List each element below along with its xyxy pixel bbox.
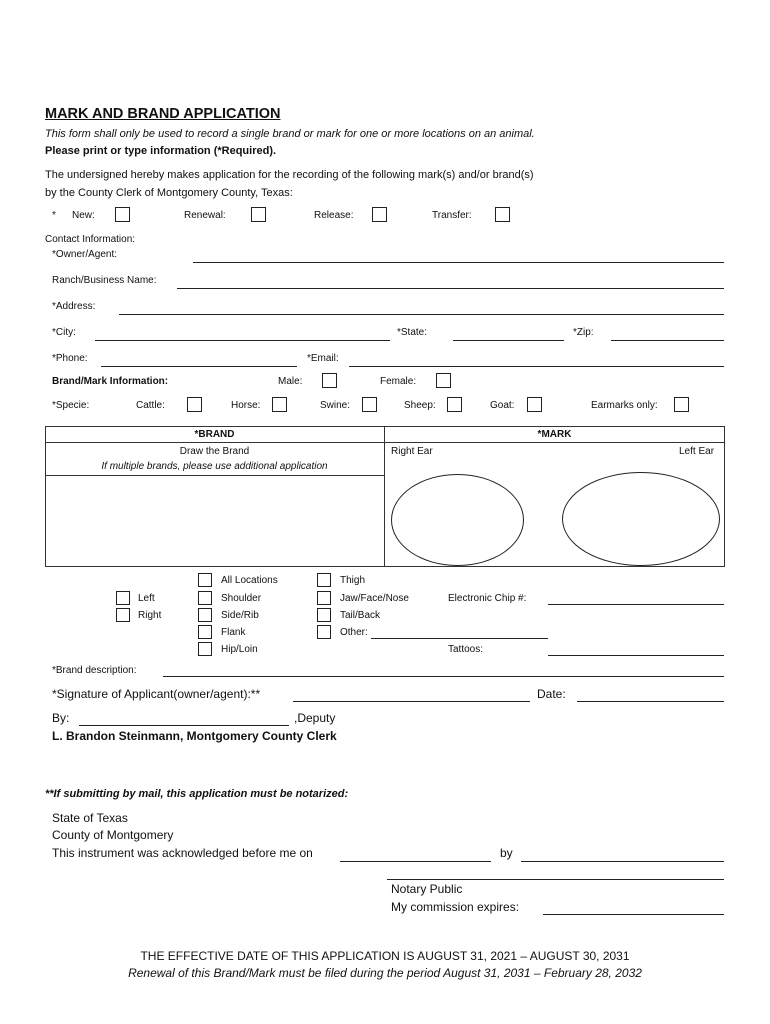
contact-heading: Contact Information: [45,234,136,245]
clerk-name: L. Brandon Steinmann, Montgomery County Clerk [52,729,337,743]
other-label: Other: [340,627,368,638]
brand-info-heading: Brand/Mark Information: [52,376,169,387]
male-label: Male: [278,376,303,387]
other-field[interactable] [371,638,548,639]
tattoos-field[interactable] [548,655,724,656]
table-header-rule [45,442,725,443]
side-rib-checkbox[interactable] [198,608,212,622]
table-divider [384,426,385,567]
notary-state: State of Texas [52,811,128,825]
earmarks-checkbox[interactable] [674,397,689,412]
renewal-checkbox[interactable] [251,207,266,222]
flank-checkbox[interactable] [198,625,212,639]
by-label: By: [52,711,70,725]
deputy-label: ,Deputy [294,711,336,725]
shoulder-label: Shoulder [221,593,262,604]
notary-by-label: by [500,846,513,860]
commission-label: My commission expires: [391,900,520,914]
multiple-brands-note: If multiple brands, please use additional application [101,461,328,472]
new-label: New: [72,210,95,221]
phone-label: *Phone: [52,353,88,364]
left-ear-label: Left Ear [679,446,715,457]
form-instruction: Please print or type information (*Required). [45,145,277,157]
form-title: MARK AND BRAND APPLICATION [45,106,281,122]
swine-checkbox[interactable] [362,397,377,412]
sheep-label: Sheep: [404,400,436,411]
transfer-checkbox[interactable] [495,207,510,222]
horse-checkbox[interactable] [272,397,287,412]
all-locations-checkbox[interactable] [198,573,212,587]
cattle-label: Cattle: [136,400,165,411]
left-checkbox[interactable] [116,591,130,605]
date-field[interactable] [577,701,724,702]
right-ear-drawing[interactable] [391,474,524,566]
phone-field[interactable] [101,366,297,367]
swine-label: Swine: [320,400,351,411]
address-field[interactable] [119,314,724,315]
new-checkbox[interactable] [115,207,130,222]
email-field[interactable] [349,366,724,367]
renewal-period: Renewal of this Brand/Mark must be filed during the period August 31, 2031 – February 28, 2032 [128,966,642,980]
horse-label: Horse: [231,400,261,411]
notary-public-label: Notary Public [391,882,463,896]
transfer-label: Transfer: [432,210,472,221]
thigh-checkbox[interactable] [317,573,331,587]
release-label: Release: [314,210,354,221]
signature-label: *Signature of Applicant(owner/agent):** [52,687,261,701]
cattle-checkbox[interactable] [187,397,202,412]
renewal-label: Renewal: [184,210,226,221]
date-label: Date: [537,687,566,701]
chip-label: Electronic Chip #: [448,593,527,604]
right-ear-label: Right Ear [391,446,433,457]
specie-label: *Specie: [52,400,90,411]
owner-label: *Owner/Agent: [52,249,118,260]
notary-signature-field[interactable] [387,879,724,880]
notary-county: County of Montgomery [52,828,174,842]
male-checkbox[interactable] [322,373,337,388]
mark-header: *MARK [537,429,572,440]
goat-checkbox[interactable] [527,397,542,412]
deputy-field[interactable] [79,725,289,726]
tail-back-label: Tail/Back [340,610,381,621]
ack-date-field[interactable] [340,861,491,862]
email-label: *Email: [307,353,339,364]
right-checkbox[interactable] [116,608,130,622]
left-label: Left [138,593,155,604]
state-label: *State: [397,327,428,338]
city-field[interactable] [95,340,390,341]
shoulder-checkbox[interactable] [198,591,212,605]
left-ear-drawing[interactable] [562,472,720,566]
release-checkbox[interactable] [372,207,387,222]
hip-loin-checkbox[interactable] [198,642,212,656]
intro-line-1: The undersigned hereby makes application for the recording of the following mark(s) and/or brand(s) [45,169,534,181]
chip-field[interactable] [548,604,724,605]
notary-ack: This instrument was acknowledged before me on [52,846,313,860]
side-rib-label: Side/Rib [221,610,259,621]
city-label: *City: [52,327,76,338]
signature-field[interactable] [293,701,530,702]
hip-loin-label: Hip/Loin [221,644,258,655]
brand-description-field[interactable] [163,676,724,677]
effective-date: THE EFFECTIVE DATE OF THIS APPLICATION IS AUGUST 31, 2021 – AUGUST 30, 2031 [140,949,630,963]
brand-drawing-area[interactable] [46,476,383,566]
tattoos-label: Tattoos: [448,644,484,655]
address-label: *Address: [52,301,96,312]
state-field[interactable] [453,340,564,341]
goat-label: Goat: [490,400,515,411]
draw-brand-label: Draw the Brand [179,446,250,457]
owner-field[interactable] [193,262,724,263]
form-subtitle: This form shall only be used to record a single brand or mark for one or more locations on an animal. [45,128,535,140]
jaw-checkbox[interactable] [317,591,331,605]
thigh-label: Thigh [340,575,366,586]
sheep-checkbox[interactable] [447,397,462,412]
female-label: Female: [380,376,417,387]
all-locations-label: All Locations [221,575,278,586]
right-label: Right [138,610,162,621]
flank-label: Flank [221,627,246,638]
commission-field[interactable] [543,914,724,915]
ranch-label: Ranch/Business Name: [52,275,157,286]
brand-description-label: *Brand description: [52,665,137,676]
intro-line-2: by the County Clerk of Montgomery County, Texas: [45,187,293,199]
tail-back-checkbox[interactable] [317,608,331,622]
zip-field[interactable] [611,340,724,341]
jaw-label: Jaw/Face/Nose [340,593,409,604]
other-checkbox[interactable] [317,625,331,639]
mail-note: **If submitting by mail, this application must be notarized: [45,788,349,800]
zip-label: *Zip: [573,327,594,338]
brand-header: *BRAND [194,429,235,440]
ack-by-field[interactable] [521,861,724,862]
ranch-field[interactable] [177,288,724,289]
earmarks-label: Earmarks only: [591,400,658,411]
female-checkbox[interactable] [436,373,451,388]
type-asterisk: * [52,210,56,221]
